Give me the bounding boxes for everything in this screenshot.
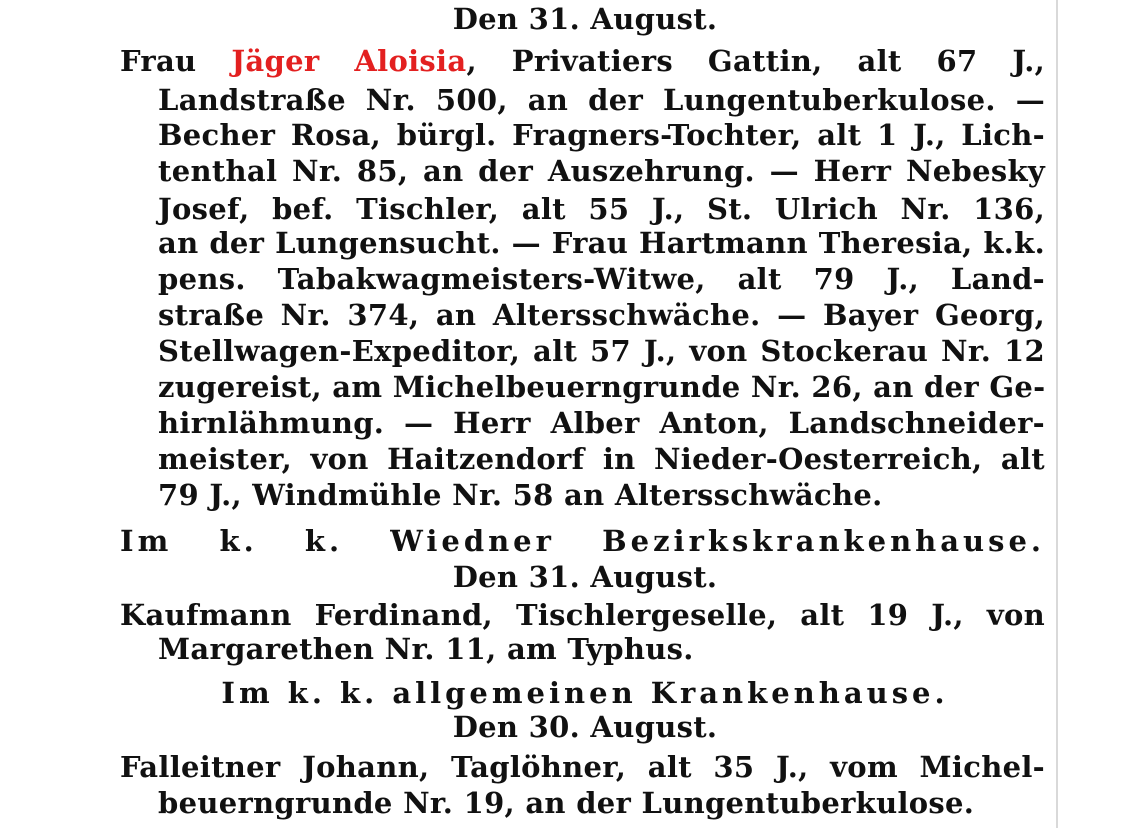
entry-line-8: straße Nr. 374, an Altersschwäche. — Bayer Georg,: [158, 298, 1045, 332]
entry-line-17: beuerngrunde Nr. 19, an der Lungentuberkulose.: [158, 786, 975, 820]
date-heading-3: Den 30. August.: [452, 710, 718, 744]
entry-prefix: Frau: [120, 44, 232, 78]
entry-line-2: Landstraße Nr. 500, an der Lungentuberkulose. —: [158, 83, 1045, 117]
hospital-heading-allgemein: Im k. k. allgemeinen Krankenhause.: [221, 676, 949, 710]
entry-suffix: , Privatiers Gattin, alt 67 J.,: [466, 44, 1045, 78]
entry-line-10: zugereist, am Michelbeuerngrunde Nr. 26, an der Ge-: [158, 370, 1046, 404]
date-heading-2: Den 31. August.: [452, 560, 718, 594]
entry-line-1: [120, 44, 1045, 78]
date-heading-1: Den 31. August.: [452, 2, 718, 36]
page-edge-divider: [1056, 0, 1058, 828]
entry-line-4: tenthal Nr. 85, an der Auszehrung. — Herr Nebesky: [158, 154, 1045, 188]
entry-line-6: an der Lungensucht. — Frau Hartmann Theresia, k.k.: [158, 226, 1045, 260]
highlighted-name: Jäger Aloisia: [231, 44, 467, 78]
entry-line-13: 79 J., Windmühle Nr. 58 an Altersschwäche.: [158, 478, 883, 512]
entry-line-16: Falleitner Johann, Taglöhner, alt 35 J., vom Michel-: [120, 750, 1045, 784]
entry-line-14: Kaufmann Ferdinand, Tischlergeselle, alt 19 J., von: [120, 598, 1045, 632]
entry-line-7: pens. Tabakwagmeisters-Witwe, alt 79 J., Land-: [158, 262, 1045, 296]
entry-line-3: Becher Rosa, bürgl. Fragners-Tochter, alt 1 J., Lich-: [158, 118, 1045, 152]
hospital-heading-wieden: Im k. k. Wiedner Bezirkskrankenhause.: [120, 524, 1045, 558]
entry-line-15: Margarethen Nr. 11, am Typhus.: [158, 632, 694, 666]
entry-line-11: hirnlähmung. — Herr Alber Anton, Landschneider-: [158, 406, 1045, 440]
entry-line-9: Stellwagen-Expeditor, alt 57 J., von Stockerau Nr. 12: [158, 334, 1045, 368]
entry-line-12: meister, von Haitzendorf in Nieder-Oesterreich, alt: [158, 442, 1045, 476]
entry-line-5: Josef, bef. Tischler, alt 55 J., St. Ulrich Nr. 136,: [158, 192, 1045, 226]
